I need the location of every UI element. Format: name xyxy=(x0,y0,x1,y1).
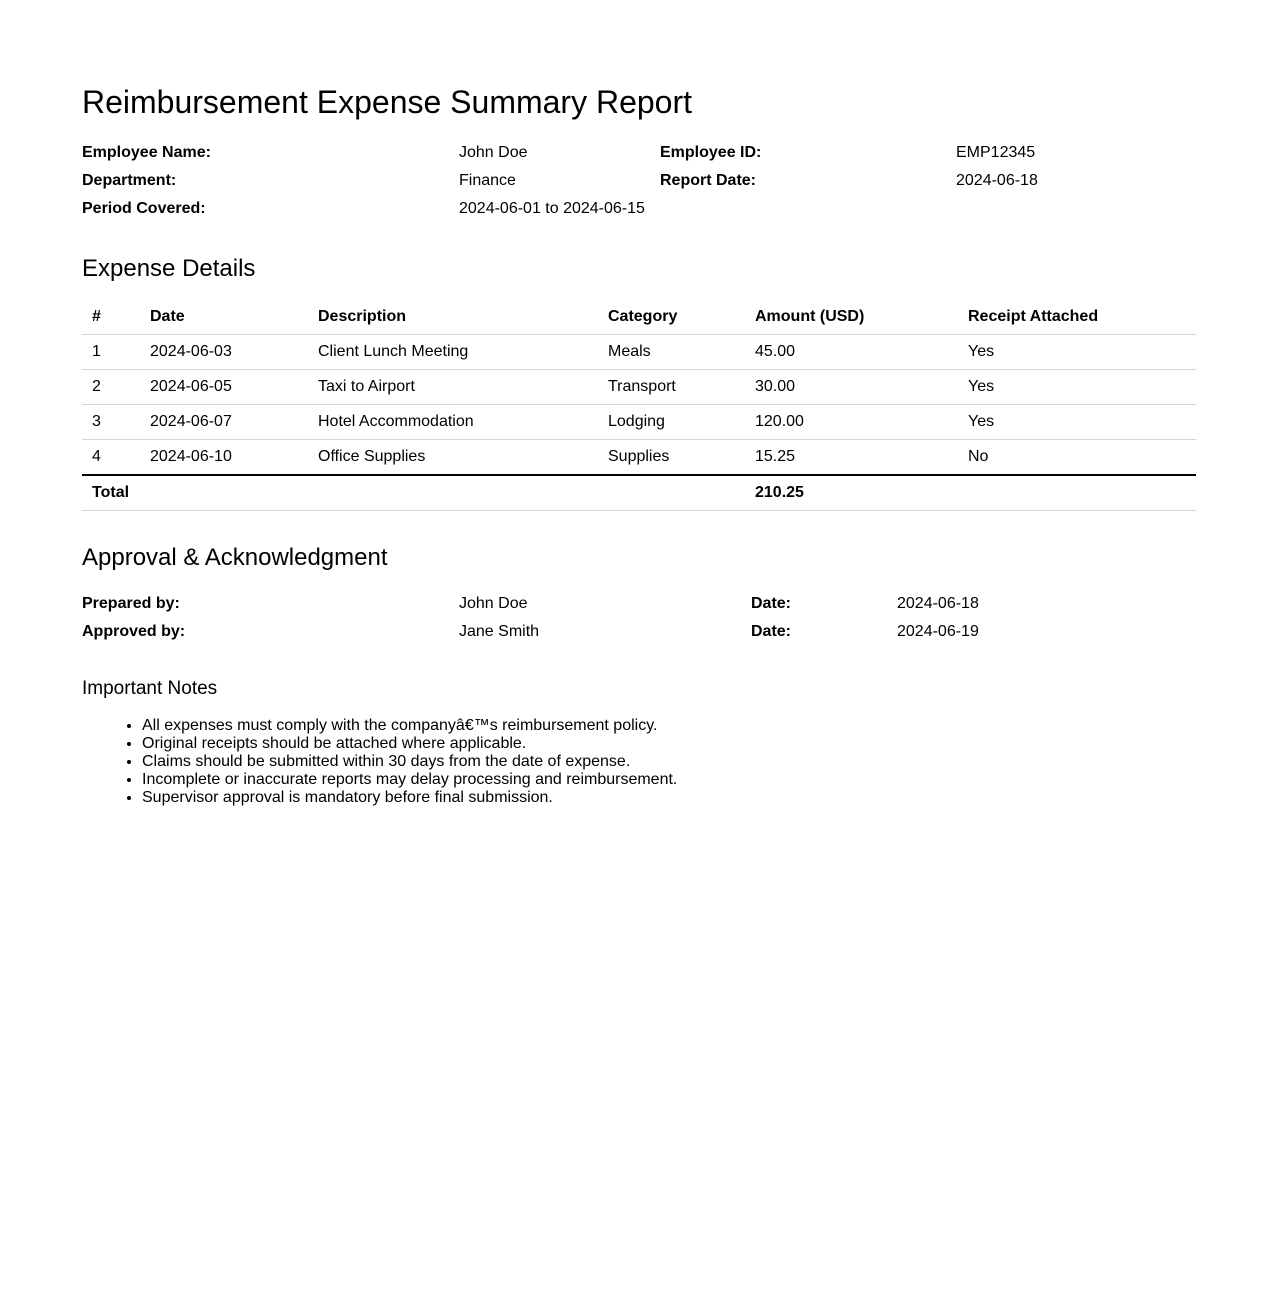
table-row xyxy=(82,335,1196,370)
cell-receipt: Yes xyxy=(957,335,1196,370)
notes-list xyxy=(82,717,677,807)
prepared-date-value: 2024-06-18 xyxy=(897,595,979,612)
notes-heading: Important Notes xyxy=(82,678,218,699)
employee-id-label: Employee ID: xyxy=(660,144,762,161)
cell-amount: 45.00 xyxy=(744,335,957,370)
total-amount: 210.25 xyxy=(744,475,957,511)
table-header-row xyxy=(82,300,1196,335)
list-item: • Incomplete or inaccurate reports may delay processing and reimbursement. xyxy=(142,771,677,789)
expense-details-heading: Expense Details xyxy=(82,255,256,282)
column-header-date: Date xyxy=(139,300,307,335)
total-label: Total xyxy=(82,475,744,511)
column-header-amount: Amount (USD) xyxy=(744,300,957,335)
employee-name-value: John Doe xyxy=(459,144,528,161)
column-header-description: Description xyxy=(307,300,597,335)
cell-description: Taxi to Airport xyxy=(307,370,597,405)
cell-category: Lodging xyxy=(597,405,744,440)
department-value: Finance xyxy=(459,172,516,189)
approved-by-value: Jane Smith xyxy=(459,623,540,640)
prepared-row xyxy=(82,590,1196,618)
period-label: Period Covered: xyxy=(82,200,206,217)
total-row xyxy=(82,475,1196,511)
page-title: Reimbursement Expense Summary Report xyxy=(82,84,693,120)
cell-date: 2024-06-03 xyxy=(139,335,307,370)
list-item: • Claims should be submitted within 30 days from the date of expense. xyxy=(142,753,677,771)
cell-number: 1 xyxy=(82,335,139,370)
cell-receipt: Yes xyxy=(957,370,1196,405)
employee-name-label: Employee Name: xyxy=(82,144,211,161)
approved-date-label: Date: xyxy=(751,623,792,640)
approval-section xyxy=(82,590,1196,646)
period-value: 2024-06-01 to 2024-06-15 xyxy=(459,200,645,217)
cell-description: Hotel Accommodation xyxy=(307,405,597,440)
prepared-by-value: John Doe xyxy=(459,595,528,612)
info-row-department xyxy=(82,167,1196,195)
cell-amount: 30.00 xyxy=(744,370,957,405)
info-row-employee xyxy=(82,139,1196,167)
cell-category: Transport xyxy=(597,370,744,405)
approved-by-label: Approved by: xyxy=(82,623,186,640)
cell-date: 2024-06-05 xyxy=(139,370,307,405)
employee-id-value: EMP12345 xyxy=(956,144,1036,161)
cell-receipt: No xyxy=(957,440,1196,476)
list-item: • Supervisor approval is mandatory before final submission. xyxy=(142,789,677,807)
cell-amount: 120.00 xyxy=(744,405,957,440)
prepared-by-label: Prepared by: xyxy=(82,595,180,612)
cell-description: Client Lunch Meeting xyxy=(307,335,597,370)
cell-date: 2024-06-10 xyxy=(139,440,307,476)
list-item: • All expenses must comply with the companyâ€™s reimbursement policy. xyxy=(142,717,677,735)
table-row xyxy=(82,370,1196,405)
cell-receipt: Yes xyxy=(957,405,1196,440)
total-empty-cell xyxy=(957,475,1196,511)
approval-heading: Approval & Acknowledgment xyxy=(82,544,388,571)
approved-row xyxy=(82,618,1196,646)
cell-number: 2 xyxy=(82,370,139,405)
report-date-label: Report Date: xyxy=(660,172,757,189)
expense-table xyxy=(82,300,1196,511)
cell-number: 4 xyxy=(82,440,139,476)
cell-description: Office Supplies xyxy=(307,440,597,476)
department-label: Department: xyxy=(82,172,177,189)
cell-category: Supplies xyxy=(597,440,744,476)
employee-info xyxy=(82,139,1196,223)
report-date-value: 2024-06-18 xyxy=(956,172,1038,189)
column-header-receipt: Receipt Attached xyxy=(957,300,1196,335)
cell-number: 3 xyxy=(82,405,139,440)
cell-category: Meals xyxy=(597,335,744,370)
prepared-date-label: Date: xyxy=(751,595,792,612)
table-row xyxy=(82,440,1196,476)
cell-date: 2024-06-07 xyxy=(139,405,307,440)
list-item: • Original receipts should be attached where applicable. xyxy=(142,735,677,753)
column-header-number: # xyxy=(82,300,139,335)
approved-date-value: 2024-06-19 xyxy=(897,623,979,640)
info-row-period xyxy=(82,195,1196,223)
table-row xyxy=(82,405,1196,440)
column-header-category: Category xyxy=(597,300,744,335)
cell-amount: 15.25 xyxy=(744,440,957,476)
